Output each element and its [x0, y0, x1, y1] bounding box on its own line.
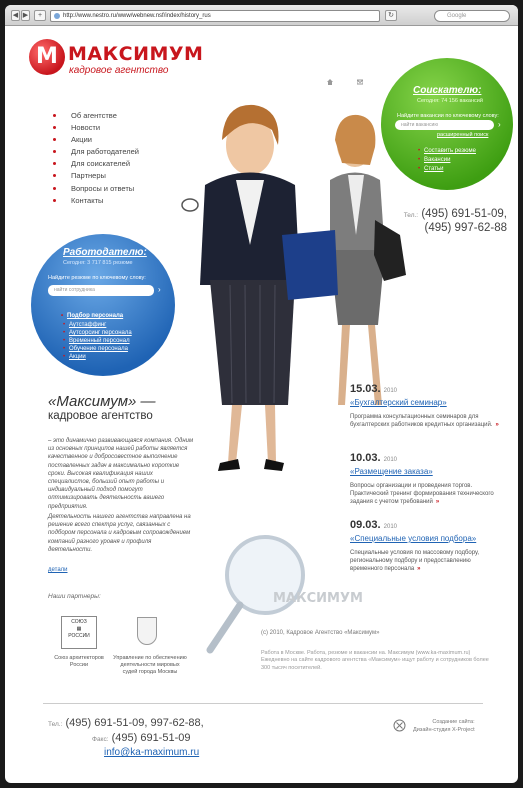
- browser-search-placeholder: Google: [447, 13, 467, 19]
- partners-label: Наши партнеры:: [48, 593, 101, 600]
- partner-name-courts: Управление по обеспечению деятельности мировых судей города Москвы: [113, 655, 187, 675]
- news-title-2[interactable]: [350, 467, 433, 476]
- about-paragraph-1: – это динамично развивающаяся компания. Одним из основных принципов нашей работы является качественное и добросовестное выполнение поставленных задач в максимально короткие сроки. Высокая квалификация наших специалистов, больший опыт работы и индивидуальный подход помогут оптимизировать деятельность вашего предприятия.: [48, 438, 194, 510]
- header-phone-label: Тел.:: [403, 212, 419, 219]
- browser-toolbar: [5, 5, 518, 26]
- employer-search-input[interactable]: найти сотрудника: [48, 285, 154, 296]
- news-title-3[interactable]: [350, 534, 476, 543]
- studio-line-2: Дизайн-студия X-Project: [413, 727, 475, 733]
- news-3-text-body: Специальные условия по массовому подбору, региональному подбору и предоставлению временного персонала: [350, 550, 480, 572]
- news-3-more-icon[interactable]: »: [417, 566, 421, 572]
- footer-email-link[interactable]: info@ka-maximum.ru: [104, 747, 200, 758]
- logo-icon[interactable]: [29, 39, 65, 75]
- news-3-day: 09.03.: [350, 519, 381, 531]
- footer-studio-credit[interactable]: [413, 718, 475, 734]
- logo-name[interactable]: МАКСИМУМ: [68, 43, 204, 65]
- about-paragraph-2: Деятельность нашего агентства направлена на решение всего спектра услуг, связанных с подбором персонала и кадровым сопровождением компаний разного уровня и профиля деятельности.: [48, 514, 191, 553]
- seeker-link-articles[interactable]: • Статьи: [424, 166, 443, 172]
- seeker-search-arrow-icon[interactable]: ›: [498, 120, 501, 129]
- news-2-title-text: «Размещение заказа»: [350, 467, 433, 476]
- employer-link-promos[interactable]: • Акции: [69, 354, 86, 360]
- seeker-advanced-search-link[interactable]: расширенный поиск: [437, 132, 489, 138]
- back-icon[interactable]: ◀: [12, 12, 19, 19]
- news-text-3: [350, 549, 500, 573]
- url-text: http://www.nestro.ru/www/webnew.nsf/index/history_rus: [63, 13, 211, 19]
- about-details-link[interactable]: детали: [48, 567, 68, 573]
- footer-tel: (495) 691-51-09, 997-62-88,: [65, 717, 204, 729]
- nav-item-partners[interactable]: Партнеры: [53, 170, 139, 182]
- seeker-link-vacancies[interactable]: • Вакансии: [424, 157, 450, 163]
- footer-fax-label: Факс:: [92, 736, 109, 743]
- nav-item-contacts[interactable]: Контакты: [53, 195, 139, 207]
- globe-icon: [54, 13, 60, 19]
- news-1-text-body: Программа консультационных семинаров для бухгалтерских работников кредитных организаций.: [350, 414, 493, 428]
- news-2-more-icon[interactable]: »: [435, 499, 440, 505]
- news-text-1: [350, 413, 500, 429]
- browser-search-field[interactable]: [434, 10, 510, 22]
- nav-item-seekers[interactable]: Для соискателей: [53, 158, 139, 170]
- about-subtitle: кадровое агентство: [48, 410, 153, 422]
- main-nav: [53, 110, 139, 207]
- employer-search-label: Найдите резюме по ключевому слову:: [48, 275, 146, 281]
- address-bar[interactable]: [50, 10, 380, 22]
- seeker-search-input[interactable]: найти вакансию: [395, 120, 494, 130]
- partner-logo-courts-shield-icon[interactable]: [137, 617, 157, 645]
- employer-link-recruitment[interactable]: • Подбор персонала: [67, 313, 123, 319]
- nav-item-about[interactable]: Об агентстве: [53, 110, 139, 122]
- employer-link-outstaffing[interactable]: • Аутстаффинг: [69, 322, 106, 328]
- news-1-day: 15.03.: [350, 383, 381, 395]
- reload-icon[interactable]: ↻: [385, 10, 397, 21]
- seeker-count: Сегодня: 74 156 вакансий: [417, 98, 483, 104]
- copyright: (с) 2010, Кадровое Агентство «Максимум»: [261, 630, 380, 636]
- header-phones: [397, 208, 507, 235]
- news-2-day: 10.03.: [350, 452, 381, 464]
- news-1-more-icon[interactable]: »: [495, 422, 499, 428]
- logo-letter: M: [36, 44, 58, 69]
- browser-window: [5, 5, 518, 783]
- news-3-title-text: «Специальные условия подбора»: [350, 534, 477, 543]
- header-phone-1: (495) 691-51-09,: [421, 208, 507, 220]
- news-title-1[interactable]: [350, 398, 447, 407]
- news-text-2: [350, 482, 500, 506]
- news-3-year: 2010: [383, 524, 398, 530]
- employer-panel: [31, 234, 175, 376]
- partner-name-architects: Союз архитекторов России: [54, 655, 104, 668]
- header-phone-2: (495) 997-62-88: [424, 222, 507, 234]
- studio-logo-icon[interactable]: [393, 719, 406, 732]
- about-title: «Максимум» —: [48, 393, 156, 410]
- partner1-logo-top: СОЮЗ: [71, 619, 87, 625]
- partner-logo-architects[interactable]: СОЮЗ ▦ РОССИИ: [61, 616, 97, 649]
- employer-count: Сегодня: 3 717 815 резюме: [63, 260, 133, 266]
- employer-search-arrow-icon[interactable]: ›: [158, 285, 161, 294]
- forward-icon[interactable]: ▶: [22, 12, 29, 19]
- footer-fax: [92, 732, 190, 744]
- news-2-year: 2010: [383, 457, 398, 463]
- studio-line-1: Создание сайта:: [432, 719, 475, 725]
- nav-item-news[interactable]: Новости: [53, 122, 139, 134]
- seeker-panel: [381, 58, 513, 190]
- news-date-1: [350, 383, 397, 395]
- watermark-text: МАКСИМУМ: [273, 591, 363, 606]
- seeker-title[interactable]: Соискателю:: [413, 85, 482, 96]
- news-1-year: 2010: [383, 388, 398, 394]
- seeker-link-resume[interactable]: • Составить резюме: [424, 148, 476, 154]
- partner1-logo-bottom: РОССИИ: [68, 633, 90, 639]
- employer-link-training[interactable]: • Обучение персонала: [69, 346, 128, 352]
- news-date-2: [350, 452, 397, 464]
- nav-item-employers[interactable]: Для работодателей: [53, 146, 139, 158]
- news-date-3: [350, 519, 397, 531]
- logo-subtitle: кадровое агентство: [69, 65, 169, 76]
- footer-divider: [43, 703, 483, 704]
- news-2-text-body: Вопросы организации и проведения торгов. Практический тренинг формирования технического задания с учетом требований: [350, 483, 494, 505]
- nav-item-promos[interactable]: Акции: [53, 134, 139, 146]
- seeker-search-label: Найдите вакансии по ключевому слову:: [397, 113, 499, 119]
- add-tab-icon[interactable]: +: [34, 10, 46, 21]
- footer-tel-label: Тел.:: [48, 721, 63, 728]
- nav-item-faq[interactable]: Вопросы и ответы: [53, 183, 139, 195]
- news-1-title-text: «Бухгалтерский семинар»: [350, 398, 447, 407]
- employer-link-temporary[interactable]: • Временный персонал: [69, 338, 130, 344]
- footer-fax-number: (495) 691-51-09: [111, 732, 191, 744]
- footer-note: Работа в Москве. Работа, резюме и вакансии на. Максимум (www.ka-maximum.ru) Ежедневно на сайте кадрового агентства «Максимум» ищут работу и сотрудников более 300 тысяч посетителей.: [261, 650, 489, 671]
- employer-title[interactable]: Работодателю:: [63, 247, 147, 258]
- employer-link-outsourcing[interactable]: • Аутсорсинг персонала: [69, 330, 132, 336]
- footer-phone: [48, 717, 204, 729]
